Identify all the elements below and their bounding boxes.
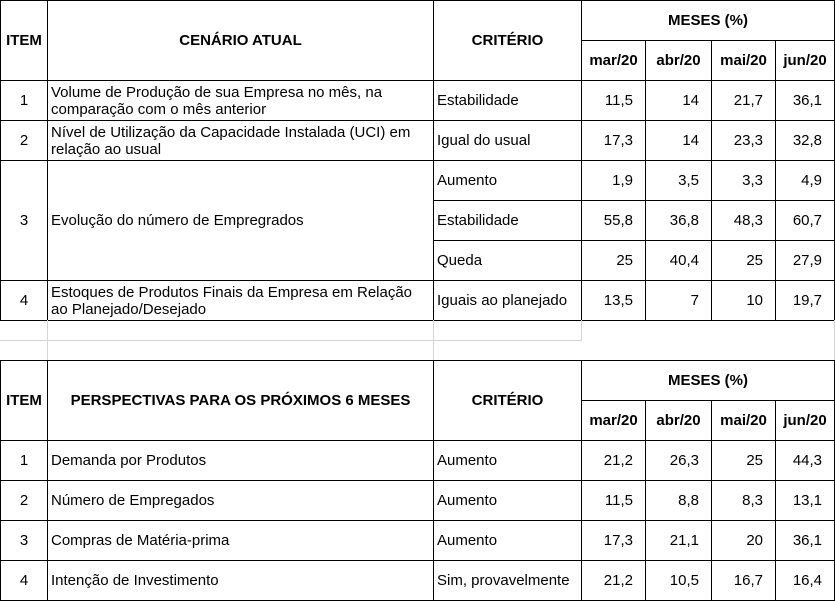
row-value: 4,9	[776, 161, 835, 201]
row-value: 13,5	[582, 281, 646, 321]
header-item: ITEM	[1, 361, 48, 441]
row-item: 1	[1, 441, 48, 481]
row-value: 16,4	[776, 561, 835, 601]
outlook-table	[0, 360, 835, 601]
row-value: 40,4	[646, 241, 712, 281]
row-value: 16,7	[712, 561, 776, 601]
row-value: 1,9	[582, 161, 646, 201]
row-item: 1	[1, 81, 48, 121]
table-row	[1, 521, 835, 561]
header-month: abr/20	[646, 401, 712, 441]
row-value: 48,3	[712, 201, 776, 241]
row-value: 3,5	[646, 161, 712, 201]
row-description: Compras de Matéria-prima	[48, 521, 434, 561]
gridline	[47, 320, 48, 360]
row-description: Evolução do número de Empregrados	[48, 161, 434, 281]
header-scenario: CENÁRIO ATUAL	[48, 1, 434, 81]
row-value: 36,1	[776, 81, 835, 121]
row-value: 20	[712, 521, 776, 561]
header-months-title: MESES (%)	[582, 1, 835, 41]
table-row	[1, 561, 835, 601]
row-criterion: Sim, provavelmente	[434, 561, 582, 601]
row-criterion: Aumento	[434, 481, 582, 521]
row-value: 25	[582, 241, 646, 281]
header-months-title: MESES (%)	[582, 361, 835, 401]
header-month: jun/20	[776, 401, 835, 441]
header-criterion: CRITÉRIO	[434, 361, 582, 441]
row-item: 2	[1, 121, 48, 161]
row-description: Número de Empregados	[48, 481, 434, 521]
row-item: 2	[1, 481, 48, 521]
row-criterion: Aumento	[434, 441, 582, 481]
header-month: mar/20	[582, 41, 646, 81]
row-value: 23,3	[712, 121, 776, 161]
row-value: 17,3	[582, 521, 646, 561]
gridline	[0, 340, 582, 341]
header-criterion: CRITÉRIO	[434, 1, 582, 81]
header-month: mar/20	[582, 401, 646, 441]
row-value: 11,5	[582, 81, 646, 121]
row-value: 10,5	[646, 561, 712, 601]
row-value: 13,1	[776, 481, 835, 521]
row-value: 60,7	[776, 201, 835, 241]
header-month: abr/20	[646, 41, 712, 81]
row-value: 8,3	[712, 481, 776, 521]
row-value: 21,2	[582, 441, 646, 481]
row-item: 3	[1, 521, 48, 561]
header-month: mai/20	[712, 41, 776, 81]
row-value: 7	[646, 281, 712, 321]
row-criterion: Queda	[434, 241, 582, 281]
row-criterion: Iguais ao planejado	[434, 281, 582, 321]
row-value: 25	[712, 241, 776, 281]
row-value: 27,9	[776, 241, 835, 281]
row-value: 21,7	[712, 81, 776, 121]
header-month: mai/20	[712, 401, 776, 441]
table-row	[1, 281, 835, 321]
row-value: 14	[646, 81, 712, 121]
row-criterion: Igual do usual	[434, 121, 582, 161]
row-item: 3	[1, 161, 48, 281]
row-value: 36,1	[776, 521, 835, 561]
row-value: 19,7	[776, 281, 835, 321]
gridline	[433, 320, 434, 360]
row-value: 3,3	[712, 161, 776, 201]
gridline	[581, 320, 582, 340]
row-value: 14	[646, 121, 712, 161]
row-criterion: Estabilidade	[434, 81, 582, 121]
table-row	[1, 161, 835, 201]
header-month: jun/20	[776, 41, 835, 81]
row-value: 32,8	[776, 121, 835, 161]
table-row	[1, 81, 835, 121]
row-value: 10	[712, 281, 776, 321]
row-value: 21,2	[582, 561, 646, 601]
row-description: Demanda por Produtos	[48, 441, 434, 481]
row-value: 25	[712, 441, 776, 481]
table-row	[1, 441, 835, 481]
row-description: Intenção de Investimento	[48, 561, 434, 601]
row-description: Volume de Produção de sua Empresa no mês, na comparação com o mês anterior	[48, 81, 434, 121]
row-description: Nível de Utilização da Capacidade Instalada (UCI) em relação ao usual	[48, 121, 434, 161]
row-description: Estoques de Produtos Finais da Empresa em Relação ao Planejado/Desejado	[48, 281, 434, 321]
row-value: 36,8	[646, 201, 712, 241]
table-row	[1, 481, 835, 521]
row-item: 4	[1, 561, 48, 601]
row-value: 8,8	[646, 481, 712, 521]
table-row	[1, 121, 835, 161]
row-criterion: Aumento	[434, 521, 582, 561]
row-criterion: Aumento	[434, 161, 582, 201]
table-separator	[0, 320, 834, 360]
row-value: 26,3	[646, 441, 712, 481]
header-scenario: PERSPECTIVAS PARA OS PRÓXIMOS 6 MESES	[48, 361, 434, 441]
row-value: 21,1	[646, 521, 712, 561]
header-item: ITEM	[1, 1, 48, 81]
row-value: 44,3	[776, 441, 835, 481]
row-value: 55,8	[582, 201, 646, 241]
row-value: 17,3	[582, 121, 646, 161]
row-value: 11,5	[582, 481, 646, 521]
row-item: 4	[1, 281, 48, 321]
row-criterion: Estabilidade	[434, 201, 582, 241]
